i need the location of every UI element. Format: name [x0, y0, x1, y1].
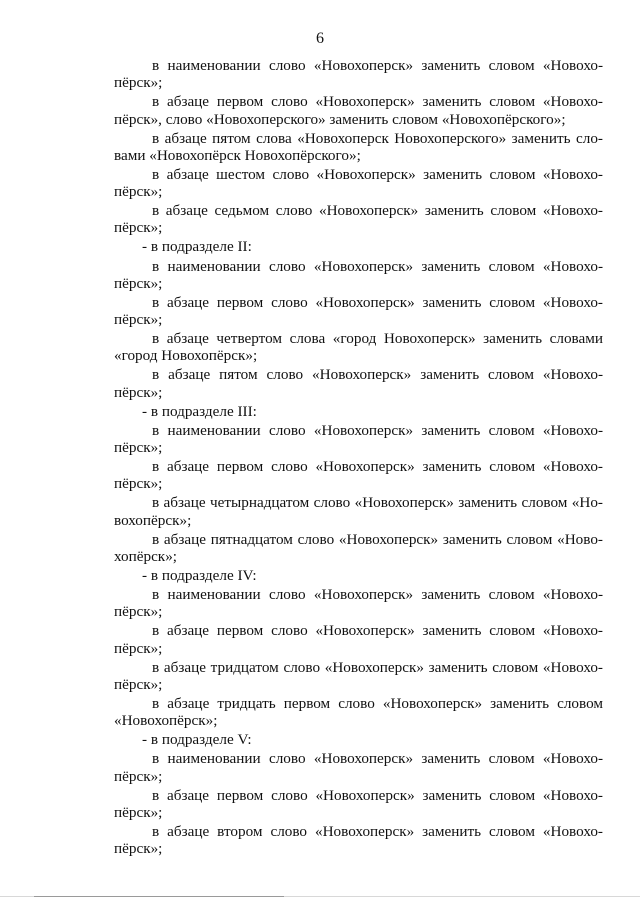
text-line: пёрск»; [114, 183, 163, 201]
text-line: пёрск»; [114, 603, 163, 621]
text-line: «Новохопёрск»; [114, 712, 218, 730]
amendment-paragraph [114, 202, 603, 236]
text-line: в абзаце четырнадцатом слово «Новохоперск» заменить словом «Но- [152, 494, 603, 512]
text-line: в абзаце тридцатом слово «Новохоперск» заменить словом «Новохо- [152, 658, 603, 676]
text-line: в абзаце тридцать первом слово «Новохоперск» заменить словом [152, 695, 603, 713]
text-line: в абзаце первом слово «Новохоперск» заменить словом «Новохо- [152, 293, 603, 311]
text-line: «город Новохопёрск»; [114, 347, 258, 365]
text-line: пёрск»; [114, 74, 163, 92]
amendment-paragraph [114, 750, 603, 784]
text-line: в наименовании слово «Новохоперск» заменить словом «Новохо- [152, 586, 603, 604]
text-line: в наименовании слово «Новохоперск» заменить словом «Новохо- [152, 257, 603, 275]
text-line: хопёрск»; [114, 547, 178, 565]
text-line: пёрск»; [114, 639, 163, 657]
subsection-heading: - в подразделе V: [142, 731, 252, 749]
document-body [114, 57, 603, 859]
text-line: пёрск»; [114, 439, 163, 457]
text-line: в абзаце пятом слова «Новохоперск Новохоперского» заменить сло- [152, 129, 603, 147]
amendment-paragraph [114, 586, 603, 620]
text-line: в абзаце шестом слово «Новохоперск» заменить словом «Новохо- [152, 165, 603, 183]
subsection-heading: - в подразделе IV: [142, 567, 257, 585]
text-line: в абзаце седьмом слово «Новохоперск» заменить словом «Новохо- [152, 202, 603, 220]
text-line: пёрск»; [114, 803, 163, 821]
text-line: пёрск»; [114, 675, 163, 693]
text-line: вами «Новохопёрск Новохопёрского»; [114, 146, 361, 164]
amendment-paragraph [114, 130, 603, 164]
page-number: 6 [316, 30, 324, 47]
amendment-paragraph [114, 695, 603, 729]
amendment-paragraph [114, 258, 603, 292]
text-line: в абзаце первом слово «Новохоперск» заменить словом «Новохо- [152, 93, 603, 111]
amendment-paragraph [114, 458, 603, 492]
amendment-paragraph [114, 57, 603, 91]
text-line: в абзаце пятнадцатом слово «Новохоперск» заменить словом «Ново- [152, 530, 603, 548]
text-line: пёрск»; [114, 274, 163, 292]
text-line: в абзаце первом слово «Новохоперск» заменить словом «Новохо- [152, 786, 603, 804]
text-line: в наименовании слово «Новохоперск» заменить словом «Новохо- [152, 421, 603, 439]
text-line: в наименовании слово «Новохоперск» заменить словом «Новохо- [152, 57, 603, 74]
scan-edge-shadow [34, 896, 284, 897]
text-line: пёрск»; [114, 311, 163, 329]
text-line: пёрск», слово «Новохоперского» заменить словом «Новохопёрского»; [114, 110, 566, 128]
text-line: вохопёрск»; [114, 511, 192, 529]
subsection-heading: - в подразделе III: [142, 402, 257, 420]
amendment-paragraph [114, 93, 603, 127]
amendment-paragraph [114, 531, 603, 565]
amendment-paragraph [114, 366, 603, 400]
text-line: пёрск»; [114, 475, 163, 493]
text-line: в абзаце пятом слово «Новохоперск» заменить словом «Новохо- [152, 366, 603, 384]
text-line: в наименовании слово «Новохоперск» заменить словом «Новохо- [152, 750, 603, 768]
text-line: в абзаце первом слово «Новохоперск» заменить словом «Новохо- [152, 622, 603, 640]
text-line: пёрск»; [114, 383, 163, 401]
amendment-paragraph [114, 166, 603, 200]
amendment-paragraph [114, 294, 603, 328]
text-line: в абзаце первом слово «Новохоперск» заменить словом «Новохо- [152, 458, 603, 476]
text-line: в абзаце четвертом слова «город Новохоперск» заменить словами [152, 330, 603, 348]
amendment-paragraph [114, 330, 603, 364]
amendment-paragraph [114, 622, 603, 656]
text-line: пёрск»; [114, 219, 163, 237]
subsection-heading: - в подразделе II: [142, 238, 252, 256]
text-line: в абзаце втором слово «Новохоперск» заменить словом «Новохо- [152, 823, 603, 841]
amendment-paragraph [114, 422, 603, 456]
amendment-paragraph [114, 659, 603, 693]
text-line: пёрск»; [114, 840, 163, 858]
text-line: пёрск»; [114, 767, 163, 785]
amendment-paragraph [114, 823, 603, 857]
amendment-paragraph [114, 787, 603, 821]
amendment-paragraph [114, 494, 603, 528]
